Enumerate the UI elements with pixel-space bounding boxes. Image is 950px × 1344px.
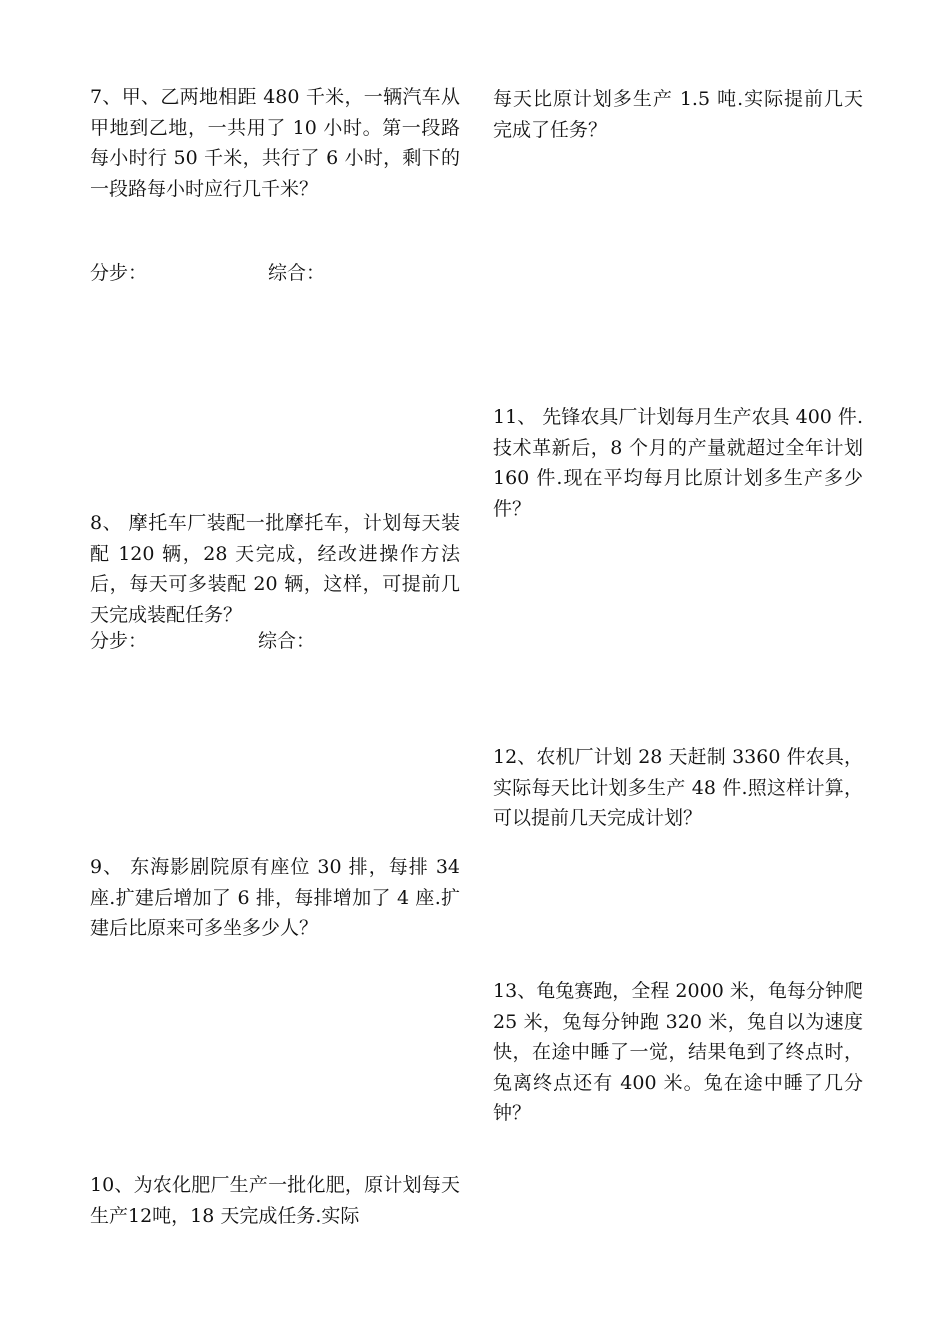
answer-row-7 [90,258,326,288]
problem-10: 10、为农化肥厂生产一批化肥，原计划每天生产12吨，18 天完成任务.实际 [90,1174,460,1227]
problem-8: 8、 摩托车厂装配一批摩托车，计划每天装配 120 辆，28 天完成，经改进操作方法后，每天可多装配 20 辆，这样，可提前几天完成装配任务？ [90,512,460,626]
combined-label: 综合： [268,262,326,284]
step-label: 分步： [90,630,148,652]
problem-9: 9、 东海影剧院原有座位 30 排，每排 34 座.扩建后增加了 6 排，每排增加了 4 座.扩建后比原来可多坐多少人？ [90,856,460,939]
problem-13: 13、龟兔赛跑，全程 2000 米，龟每分钟爬 25 米，兔每分钟跑 320 米，兔自以为速度快，在途中睡了一觉，结果龟到了终点时，兔离终点还有 400 米。兔在途中睡了几分钟？ [493,980,863,1124]
problem-10-continued: 每天比原计划多生产 1.5 吨.实际提前几天完成了任务？ [493,88,863,141]
problem-7: 7、甲、乙两地相距 480 千米，一辆汽车从甲地到乙地，一共用了 10 小时。第一段路每小时行 50 千米，共行了 6 小时，剩下的一段路每小时应行几千米？ [90,86,460,200]
problem-12: 12、农机厂计划 28 天赶制 3360 件农具，实际每天比计划多生产 48 件.照这样计算，可以提前几天完成计划？ [493,746,863,829]
answer-row-8 [90,626,316,656]
step-label: 分步： [90,262,148,284]
problem-11: 11、 先锋农具厂计划每月生产农具 400 件.技术革新后，8 个月的产量就超过全年计划 160 件.现在平均每月比原计划多生产多少件？ [493,406,863,520]
combined-label: 综合： [258,630,316,652]
